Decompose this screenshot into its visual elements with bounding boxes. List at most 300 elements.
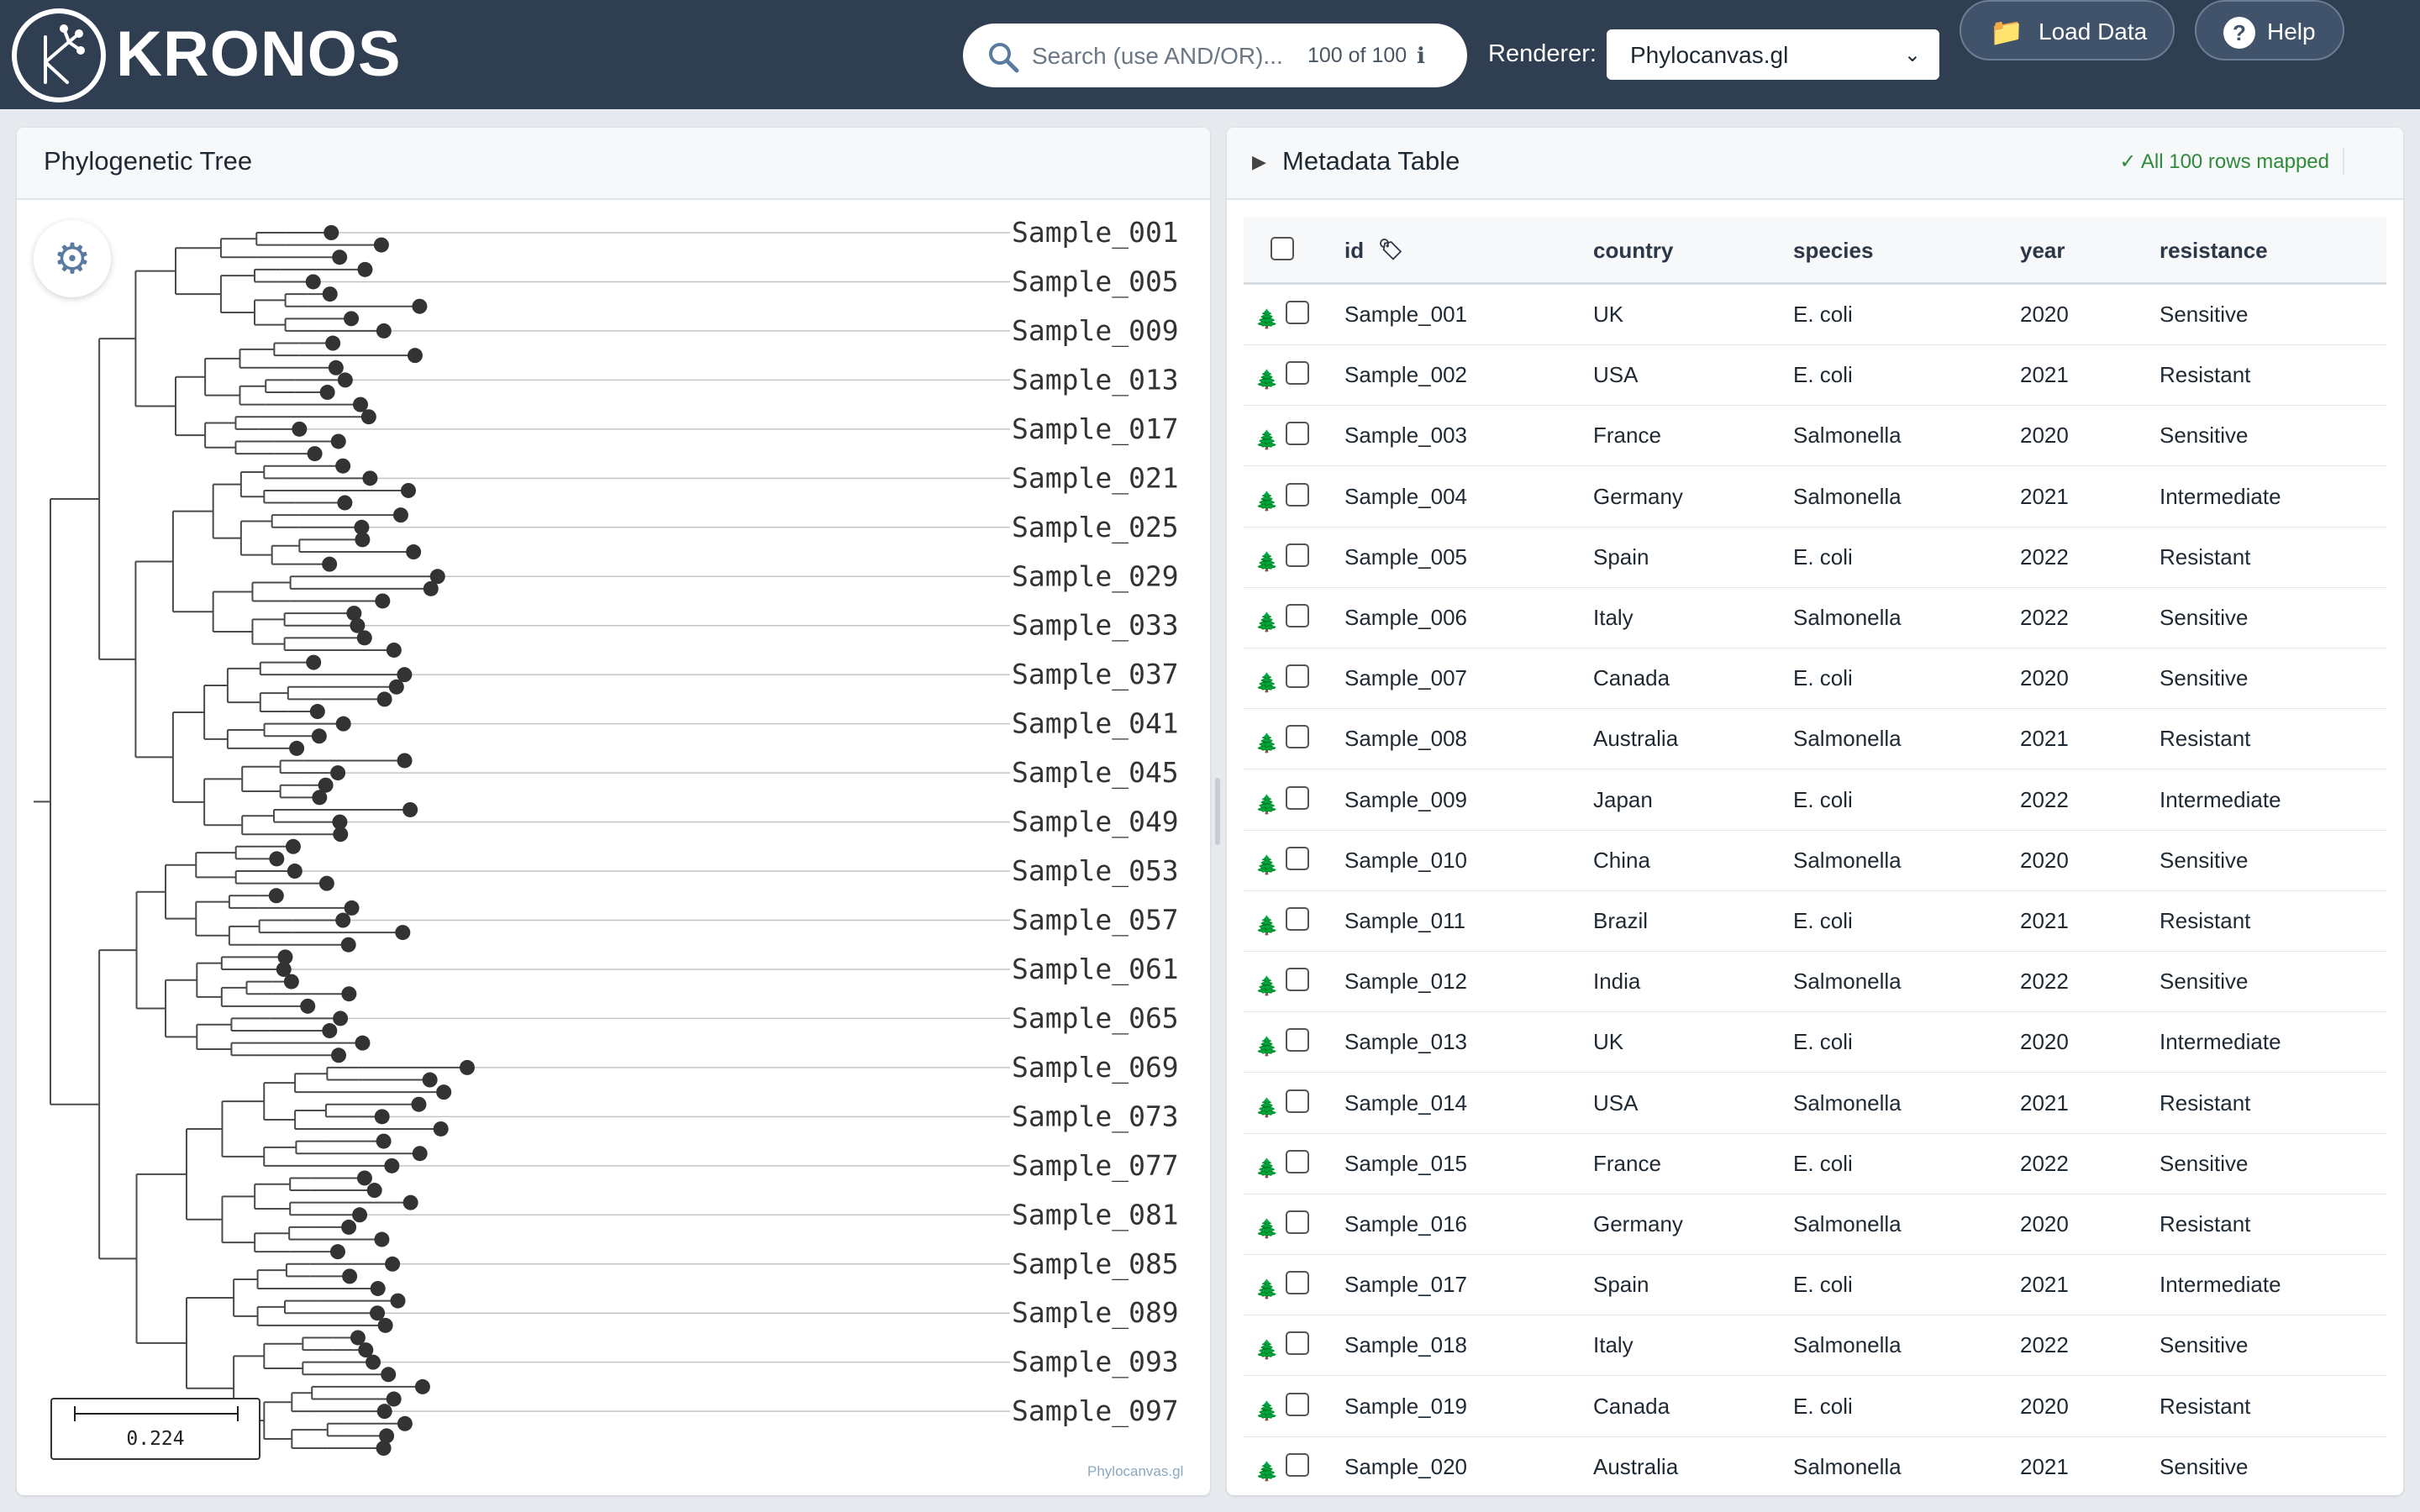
leaf-label[interactable]: Sample_049 — [1012, 805, 1179, 838]
cell-resistance: Intermediate — [2160, 1272, 2281, 1298]
cell-year: 2022 — [2020, 786, 2069, 812]
leaf-node[interactable] — [306, 274, 321, 289]
tree-icon[interactable]: 🌲 — [1255, 369, 1279, 391]
cell-year: 2022 — [2020, 969, 2069, 995]
table-row[interactable] — [1244, 1194, 2386, 1255]
tree-icon[interactable]: 🌲 — [1255, 1157, 1279, 1179]
load-data-button[interactable] — [1960, 0, 2175, 60]
cell-country: Australia — [1593, 726, 1679, 752]
cell-id: Sample_003 — [1344, 423, 1467, 449]
leaf-node[interactable] — [335, 913, 350, 928]
row-checkbox[interactable] — [1286, 483, 1309, 507]
leaf-node[interactable] — [292, 422, 307, 437]
tree-icon[interactable]: 🌲 — [1255, 853, 1279, 875]
cell-species: E. coli — [1793, 1150, 1853, 1176]
search-input[interactable] — [1030, 35, 1294, 77]
leaf-node[interactable] — [376, 1134, 392, 1149]
cell-country: Italy — [1593, 1332, 1634, 1358]
table-row[interactable] — [1244, 1315, 2386, 1376]
chevron-down-icon: ⌄ — [1903, 44, 1921, 66]
table-row[interactable] — [1244, 405, 2386, 466]
cell-country: China — [1593, 847, 1650, 873]
leaf-node[interactable] — [377, 1404, 392, 1419]
cell-year: 2021 — [2020, 483, 2069, 509]
renderer-selected-value: Phylocanvas.gl — [1630, 42, 1789, 68]
leaf-label[interactable]: Sample_033 — [1012, 608, 1179, 642]
table-row[interactable] — [1244, 466, 2386, 528]
leaf-node[interactable] — [312, 790, 327, 805]
tree-icon[interactable]: 🌲 — [1255, 490, 1279, 512]
row-checkbox[interactable] — [1286, 301, 1309, 324]
row-checkbox[interactable] — [1286, 1331, 1309, 1355]
row-checkbox[interactable] — [1286, 604, 1309, 627]
phylogenetic-tree-canvas[interactable] — [17, 128, 1210, 1495]
leaf-node[interactable] — [385, 1257, 400, 1272]
cell-country: Australia — [1593, 1453, 1679, 1479]
leaf-node[interactable] — [331, 1047, 346, 1063]
leaf-node[interactable] — [389, 680, 404, 695]
cell-id: Sample_014 — [1344, 1089, 1467, 1116]
header-divider — [2343, 148, 2344, 175]
leaf-node[interactable] — [395, 925, 410, 940]
column-header-species[interactable]: species — [1793, 238, 1874, 263]
cell-country: France — [1593, 423, 1661, 449]
table-row[interactable] — [1244, 284, 2386, 345]
cell-id: Sample_007 — [1344, 665, 1467, 691]
gear-icon[interactable]: ⚙ — [34, 220, 111, 297]
leaf-label[interactable]: Sample_077 — [1012, 1148, 1179, 1182]
help-button[interactable] — [2195, 0, 2344, 60]
cell-species: E. coli — [1793, 362, 1853, 388]
cell-resistance: Sensitive — [2160, 302, 2249, 327]
cell-resistance: Sensitive — [2160, 1332, 2249, 1358]
leaf-node[interactable] — [344, 311, 359, 326]
cell-year: 2022 — [2020, 1150, 2069, 1176]
leaf-node[interactable] — [387, 643, 402, 658]
cell-year: 2020 — [2020, 847, 2069, 873]
leaf-node[interactable] — [371, 1281, 386, 1296]
row-checkbox[interactable] — [1286, 361, 1309, 385]
leaf-node[interactable] — [402, 802, 418, 817]
cell-resistance: Resistant — [2160, 908, 2251, 933]
column-header-resistance[interactable]: resistance — [2160, 238, 2268, 263]
leaf-node[interactable] — [412, 299, 427, 314]
cell-id: Sample_008 — [1344, 726, 1467, 752]
leaf-label[interactable]: Sample_081 — [1012, 1198, 1179, 1231]
cell-resistance: Sensitive — [2160, 1453, 2249, 1479]
scale-bar — [50, 1398, 260, 1460]
cell-resistance: Sensitive — [2160, 665, 2249, 691]
leaf-label[interactable]: Sample_085 — [1012, 1247, 1179, 1280]
scale-bar-value: 0.224 — [126, 1428, 185, 1450]
leaf-node[interactable] — [375, 1109, 390, 1124]
leaf-node[interactable] — [300, 999, 315, 1014]
cell-resistance: Resistant — [2160, 1211, 2251, 1236]
leaf-label[interactable]: Sample_073 — [1012, 1100, 1179, 1133]
leaf-node[interactable] — [393, 507, 408, 522]
cell-species: Salmonella — [1793, 969, 1902, 995]
leaf-node[interactable] — [331, 433, 346, 449]
renderer-label: Renderer: — [1488, 40, 1597, 67]
table-header — [1244, 217, 2386, 285]
leaf-node[interactable] — [269, 851, 284, 866]
cell-resistance: Sensitive — [2160, 1150, 2249, 1176]
leaf-label[interactable]: Sample_021 — [1012, 461, 1179, 495]
leaf-node[interactable] — [333, 827, 348, 842]
leaf-node[interactable] — [286, 839, 301, 854]
table-row[interactable] — [1244, 1254, 2386, 1315]
leaf-node[interactable] — [423, 1073, 438, 1088]
cell-id: Sample_019 — [1344, 1393, 1467, 1419]
cell-species: E. coli — [1793, 1029, 1853, 1055]
row-checkbox[interactable] — [1286, 1271, 1309, 1294]
leaf-node[interactable] — [355, 532, 370, 547]
cell-year: 2021 — [2020, 1089, 2069, 1116]
phylocanvas-logo: Phylocanvas.gl — [1087, 1463, 1184, 1479]
cell-year: 2021 — [2020, 1453, 2069, 1479]
select-all-checkbox[interactable] — [1270, 237, 1294, 260]
leaf-node[interactable] — [434, 1121, 449, 1137]
cell-species: Salmonella — [1793, 847, 1902, 873]
row-checkbox[interactable] — [1286, 1150, 1309, 1173]
leaf-label[interactable]: Sample_065 — [1012, 1001, 1179, 1035]
leaf-node[interactable] — [384, 1158, 399, 1173]
cell-resistance: Resistant — [2160, 726, 2251, 752]
leaf-node[interactable] — [367, 1183, 382, 1198]
column-header-year[interactable]: year — [2020, 238, 2065, 263]
cell-species: Salmonella — [1793, 1332, 1902, 1358]
row-checkbox[interactable] — [1286, 664, 1309, 688]
leaf-node[interactable] — [324, 225, 339, 240]
row-checkbox[interactable] — [1286, 422, 1309, 445]
cell-species: E. coli — [1793, 908, 1853, 933]
leaf-node[interactable] — [436, 1084, 451, 1100]
leaf-node[interactable] — [330, 1244, 345, 1259]
leaf-node[interactable] — [378, 1318, 393, 1333]
row-checkbox[interactable] — [1286, 907, 1309, 931]
cell-year: 2020 — [2020, 665, 2069, 691]
leaf-node[interactable] — [376, 1441, 392, 1456]
leaf-node[interactable] — [408, 348, 423, 363]
leaf-node[interactable] — [353, 397, 368, 412]
cell-species: E. coli — [1793, 786, 1853, 812]
leaf-node[interactable] — [377, 691, 392, 706]
leaf-label[interactable]: Sample_041 — [1012, 706, 1179, 740]
cell-id: Sample_002 — [1344, 362, 1467, 388]
tree-panel — [17, 128, 1210, 1495]
help-label: Help — [2267, 18, 2316, 45]
cell-id: Sample_018 — [1344, 1332, 1467, 1358]
leaf-label[interactable]: Sample_061 — [1012, 952, 1179, 985]
leaf-node[interactable] — [374, 1232, 389, 1247]
metadata-panel-header[interactable] — [1227, 128, 2403, 200]
leaf-node[interactable] — [460, 1060, 475, 1075]
leaf-label[interactable]: Sample_029 — [1012, 559, 1179, 593]
cell-id: Sample_001 — [1344, 302, 1467, 327]
leaf-node[interactable] — [330, 765, 345, 780]
row-checkbox[interactable] — [1286, 543, 1309, 567]
tree-icon[interactable]: 🌲 — [1255, 1399, 1279, 1421]
leaf-node[interactable] — [308, 446, 323, 461]
leaf-node[interactable] — [387, 1392, 402, 1407]
search-icon — [986, 40, 1020, 74]
leaf-node[interactable] — [376, 323, 392, 339]
leaf-node[interactable] — [329, 360, 344, 375]
row-checkbox[interactable] — [1286, 725, 1309, 748]
cell-country: Italy — [1593, 605, 1634, 630]
cell-id: Sample_012 — [1344, 969, 1467, 995]
leaf-node[interactable] — [306, 655, 321, 670]
row-checkbox[interactable] — [1286, 847, 1309, 870]
table-row[interactable] — [1244, 587, 2386, 648]
folder-icon: 📁 — [1990, 17, 2023, 47]
leaf-label[interactable]: Sample_013 — [1012, 363, 1179, 396]
leaf-node[interactable] — [319, 876, 334, 891]
leaf-node[interactable] — [320, 385, 335, 400]
cell-species: Salmonella — [1793, 423, 1902, 449]
leaf-node[interactable] — [357, 1170, 372, 1185]
tree-panel-title: Phylogenetic Tree — [44, 146, 253, 176]
row-checkbox[interactable] — [1286, 1210, 1309, 1234]
leaf-label[interactable]: Sample_069 — [1012, 1050, 1179, 1084]
cell-resistance: Sensitive — [2160, 605, 2249, 630]
search-bar[interactable] — [963, 24, 1467, 87]
cell-id: Sample_016 — [1344, 1211, 1467, 1236]
leaf-node[interactable] — [325, 336, 340, 351]
cell-resistance: Sensitive — [2160, 423, 2249, 449]
cell-country: Spain — [1593, 543, 1649, 570]
cell-country: USA — [1593, 1089, 1639, 1116]
cell-species: Salmonella — [1793, 726, 1902, 752]
cell-species: E. coli — [1793, 302, 1853, 327]
cell-year: 2021 — [2020, 726, 2069, 752]
leaf-node[interactable] — [397, 1416, 413, 1431]
tree-icon[interactable]: 🌲 — [1255, 915, 1279, 936]
cell-id: Sample_013 — [1344, 1029, 1467, 1055]
tree-icon[interactable]: 🌲 — [1255, 429, 1279, 451]
leaf-node[interactable] — [391, 1294, 406, 1309]
leaf-label[interactable]: Sample_001 — [1012, 216, 1179, 249]
leaf-label[interactable]: Sample_017 — [1012, 412, 1179, 445]
leaf-node[interactable] — [406, 544, 421, 559]
cell-species: E. coli — [1793, 1272, 1853, 1298]
cell-country: Spain — [1593, 1272, 1649, 1298]
cell-year: 2020 — [2020, 423, 2069, 449]
leaf-node[interactable] — [333, 1011, 348, 1026]
cell-species: Salmonella — [1793, 1453, 1902, 1479]
leaf-node[interactable] — [336, 717, 351, 732]
cell-resistance: Sensitive — [2160, 969, 2249, 995]
leaf-label[interactable]: Sample_025 — [1012, 510, 1179, 543]
cell-id: Sample_020 — [1344, 1453, 1467, 1479]
metadata-panel — [1227, 128, 2403, 1495]
tree-icon[interactable]: 🌲 — [1255, 612, 1279, 633]
leaf-node[interactable] — [335, 459, 350, 474]
leaf-node[interactable] — [341, 937, 356, 953]
tree-icon[interactable]: 🌲 — [1255, 550, 1279, 572]
tree-icon[interactable]: 🌲 — [1255, 1278, 1279, 1300]
leaf-node[interactable] — [357, 630, 372, 645]
tree-icon[interactable]: 🌲 — [1255, 1339, 1279, 1361]
leaf-node[interactable] — [362, 470, 377, 486]
cell-year: 2021 — [2020, 1272, 2069, 1298]
leaf-node[interactable] — [332, 249, 347, 265]
cell-id: Sample_005 — [1344, 543, 1467, 570]
cell-year: 2020 — [2020, 302, 2069, 327]
leaf-label[interactable]: Sample_089 — [1012, 1296, 1179, 1330]
brand-name: KRONOS — [116, 18, 402, 90]
row-checkbox[interactable] — [1286, 1453, 1309, 1477]
table-row[interactable] — [1244, 1376, 2386, 1437]
leaf-node[interactable] — [323, 286, 338, 302]
tree-icon[interactable]: 🌲 — [1255, 308, 1279, 329]
cell-id: Sample_017 — [1344, 1272, 1467, 1298]
cell-species: E. coli — [1793, 1393, 1853, 1419]
cell-id: Sample_015 — [1344, 1150, 1467, 1176]
table-row[interactable] — [1244, 1011, 2386, 1073]
renderer-select[interactable] — [1607, 29, 1939, 80]
cell-resistance: Resistant — [2160, 1393, 2251, 1419]
leaf-label[interactable]: Sample_093 — [1012, 1345, 1179, 1378]
kronos-logo-icon — [12, 8, 106, 102]
tree-icon[interactable]: 🌲 — [1255, 1036, 1279, 1058]
leaf-node[interactable] — [374, 238, 389, 253]
top-bar — [0, 0, 2420, 109]
cell-year: 2020 — [2020, 1211, 2069, 1236]
leaf-label[interactable]: Sample_057 — [1012, 903, 1179, 937]
leaf-node[interactable] — [284, 974, 299, 990]
cell-country: Canada — [1593, 1393, 1670, 1419]
cell-id: Sample_009 — [1344, 786, 1467, 812]
tree-icon[interactable]: 🌲 — [1255, 672, 1279, 694]
cell-year: 2020 — [2020, 1029, 2069, 1055]
leaf-label[interactable]: Sample_009 — [1012, 313, 1179, 347]
cell-species: Salmonella — [1793, 605, 1902, 630]
leaf-node[interactable] — [413, 1146, 428, 1161]
leaf-node[interactable] — [289, 741, 304, 756]
leaf-node[interactable] — [381, 1367, 396, 1382]
table-row[interactable] — [1244, 769, 2386, 831]
mapped-status: ✓ All 100 rows mapped — [2119, 150, 2329, 173]
table-row[interactable] — [1244, 708, 2386, 769]
leaf-node[interactable] — [366, 1355, 381, 1370]
leaf-node[interactable] — [403, 1195, 418, 1210]
row-checkbox[interactable] — [1286, 786, 1309, 810]
leaf-node[interactable] — [375, 593, 390, 608]
cell-country: Germany — [1593, 483, 1683, 509]
leaf-node[interactable] — [337, 496, 352, 511]
row-checkbox[interactable] — [1286, 1028, 1309, 1052]
cell-country: Japan — [1593, 786, 1653, 812]
leaf-node[interactable] — [345, 900, 360, 916]
leaf-node[interactable] — [352, 1207, 367, 1222]
leaf-node[interactable] — [415, 1379, 430, 1394]
cell-species: Salmonella — [1793, 483, 1902, 509]
column-header-country[interactable]: country — [1593, 238, 1674, 263]
leaf-node[interactable] — [341, 986, 356, 1001]
leaf-label[interactable]: Sample_045 — [1012, 756, 1179, 790]
column-header-id[interactable]: id — [1344, 238, 1365, 263]
tree-icon[interactable]: 🌲 — [1255, 732, 1279, 754]
cell-resistance: Resistant — [2160, 362, 2251, 388]
table-row[interactable] — [1244, 648, 2386, 709]
tag-icon: 🏷 — [1378, 239, 1404, 261]
collapse-triangle-icon[interactable]: ▶ — [1252, 151, 1266, 172]
leaf-node[interactable] — [341, 1220, 356, 1235]
cell-country: Brazil — [1593, 908, 1649, 933]
table-row[interactable] — [1244, 527, 2386, 588]
cell-country: India — [1593, 969, 1641, 995]
leaf-node[interactable] — [424, 581, 439, 596]
tree-icon[interactable]: 🌲 — [1255, 1460, 1279, 1482]
load-data-label: Load Data — [2039, 18, 2148, 45]
panel-resize-handle[interactable] — [1215, 778, 1220, 845]
leaf-label[interactable]: Sample_037 — [1012, 658, 1179, 691]
row-checkbox[interactable] — [1286, 968, 1309, 991]
cell-resistance: Intermediate — [2160, 786, 2281, 812]
leaf-label[interactable]: Sample_097 — [1012, 1394, 1179, 1428]
leaf-node[interactable] — [322, 557, 337, 572]
tree-icon[interactable]: 🌲 — [1255, 1096, 1279, 1118]
leaf-node[interactable] — [322, 1023, 337, 1038]
cell-id: Sample_010 — [1344, 847, 1467, 873]
leaf-node[interactable] — [342, 1268, 357, 1284]
cell-country: UK — [1593, 1029, 1624, 1055]
leaf-node[interactable] — [310, 704, 325, 719]
leaf-label[interactable]: Sample_053 — [1012, 854, 1179, 888]
table-row[interactable] — [1244, 344, 2386, 406]
leaf-node[interactable] — [355, 1036, 370, 1051]
leaf-node[interactable] — [397, 753, 413, 768]
leaf-node[interactable] — [357, 262, 372, 277]
table-row[interactable] — [1244, 890, 2386, 952]
cell-year: 2022 — [2020, 605, 2069, 630]
cell-country: Canada — [1593, 665, 1670, 691]
table-row[interactable] — [1244, 1436, 2386, 1495]
leaf-node[interactable] — [287, 864, 302, 879]
cell-id: Sample_006 — [1344, 605, 1467, 630]
leaf-label[interactable]: Sample_005 — [1012, 265, 1179, 298]
cell-year: 2022 — [2020, 1332, 2069, 1358]
table-row[interactable] — [1244, 1073, 2386, 1134]
cell-id: Sample_004 — [1344, 483, 1467, 509]
row-checkbox[interactable] — [1286, 1393, 1309, 1416]
cell-year: 2021 — [2020, 908, 2069, 933]
cell-country: Germany — [1593, 1211, 1683, 1236]
question-icon: ? — [2223, 17, 2255, 49]
leaf-node[interactable] — [312, 728, 327, 743]
leaf-node[interactable] — [338, 372, 353, 387]
cell-resistance: Resistant — [2160, 543, 2251, 570]
info-icon[interactable]: ℹ — [1417, 43, 1425, 68]
leaf-node[interactable] — [401, 483, 416, 498]
tree-icon[interactable]: 🌲 — [1255, 1218, 1279, 1239]
leaf-node[interactable] — [269, 888, 284, 903]
cell-year: 2020 — [2020, 1393, 2069, 1419]
cell-resistance: Intermediate — [2160, 1029, 2281, 1055]
tree-icon[interactable]: 🌲 — [1255, 975, 1279, 997]
row-checkbox[interactable] — [1286, 1089, 1309, 1113]
table-row[interactable] — [1244, 1133, 2386, 1194]
table-row[interactable] — [1244, 830, 2386, 891]
table-row[interactable] — [1244, 951, 2386, 1012]
cell-resistance: Sensitive — [2160, 847, 2249, 873]
leaf-node[interactable] — [361, 409, 376, 424]
tree-icon[interactable]: 🌲 — [1255, 793, 1279, 815]
cell-species: Salmonella — [1793, 1211, 1902, 1236]
cell-country: USA — [1593, 362, 1639, 388]
leaf-node[interactable] — [411, 1097, 426, 1112]
